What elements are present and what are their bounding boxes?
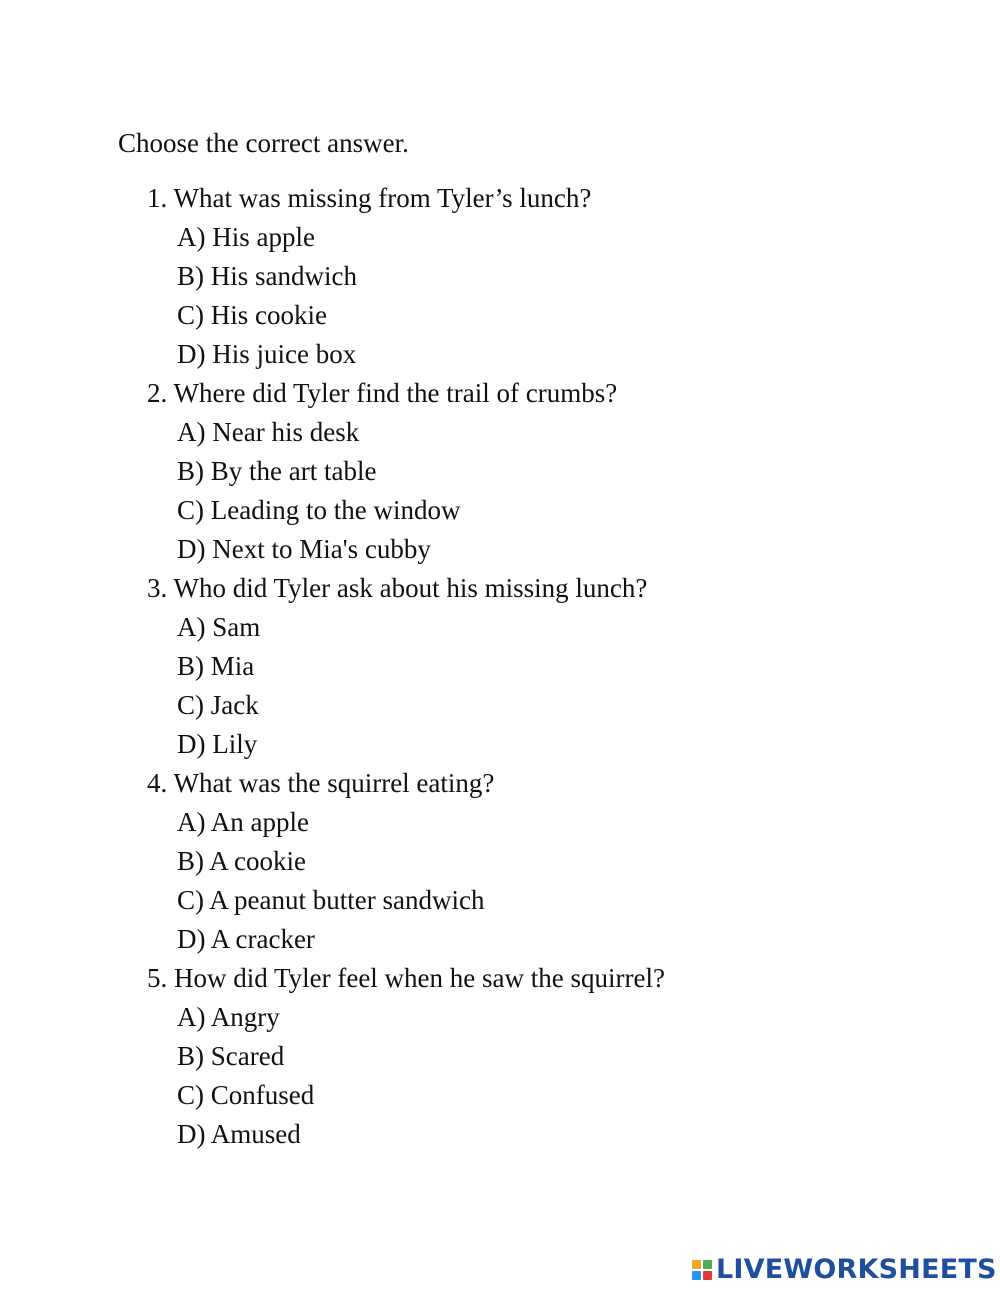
answer-options [147,218,665,374]
answer-option-a[interactable]: A) An apple [177,807,309,837]
answer-options [147,608,665,764]
answer-option-b[interactable]: B) His sandwich [177,261,357,291]
answer-options [147,998,665,1154]
liveworksheets-logo [692,1254,997,1286]
logo-tile [692,1271,701,1280]
answer-option-b[interactable]: B) Mia [177,651,255,681]
answer-option-c[interactable]: C) A peanut butter sandwich [177,885,485,915]
answer-option-d[interactable]: D) Amused [177,1119,301,1149]
answer-option-a[interactable]: A) Near his desk [177,417,360,447]
question-3 [147,569,665,764]
question-5 [147,959,665,1154]
question-text: 4. What was the squirrel eating? [147,768,495,798]
logo-text: LIVEWORKSHEETS [716,1254,997,1285]
answer-option-b[interactable]: B) A cookie [177,846,306,876]
question-2 [147,374,665,569]
answer-option-a[interactable]: A) Sam [177,612,261,642]
answer-option-c[interactable]: C) His cookie [177,300,327,330]
answer-option-a[interactable]: A) His apple [177,222,315,252]
answer-option-c[interactable]: C) Jack [177,690,259,720]
answer-options [147,413,665,569]
question-list [147,179,665,1154]
liveworksheets-logo-icon [692,1260,712,1280]
answer-option-d[interactable]: D) Next to Mia's cubby [177,534,431,564]
answer-option-a[interactable]: A) Angry [177,1002,280,1032]
question-4 [147,764,665,959]
question-text: 1. What was missing from Tyler’s lunch? [147,183,592,213]
instruction-heading: Choose the correct answer. [118,128,409,158]
answer-options [147,803,665,959]
question-1 [147,179,665,374]
answer-option-d[interactable]: D) His juice box [177,339,357,369]
answer-option-b[interactable]: B) Scared [177,1041,285,1071]
answer-option-d[interactable]: D) A cracker [177,924,315,954]
question-text: 5. How did Tyler feel when he saw the squirrel? [147,963,665,993]
answer-option-c[interactable]: C) Confused [177,1080,315,1110]
question-text: 2. Where did Tyler find the trail of crumbs? [147,378,618,408]
logo-tile [703,1260,712,1269]
logo-tile [692,1260,701,1269]
logo-tile [703,1271,712,1280]
question-text: 3. Who did Tyler ask about his missing lunch? [147,573,648,603]
answer-option-c[interactable]: C) Leading to the window [177,495,461,525]
answer-option-d[interactable]: D) Lily [177,729,258,759]
answer-option-b[interactable]: B) By the art table [177,456,377,486]
